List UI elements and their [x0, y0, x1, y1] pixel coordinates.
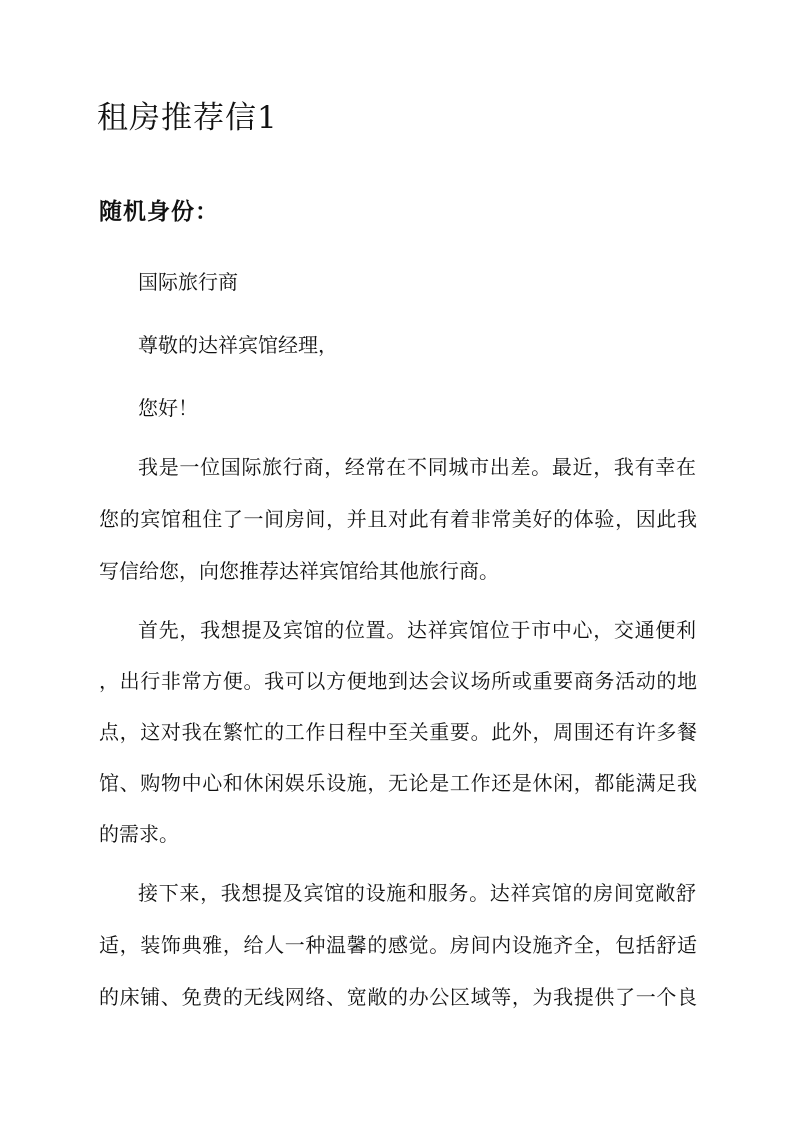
paragraph-2-line-3: 点，这对我在繁忙的工作日程中至关重要。此外，周围还有许多餐	[99, 720, 697, 744]
salutation-line: 尊敬的达祥宾馆经理，	[138, 333, 338, 357]
paragraph-1-line-3: 写信给您，向您推荐达祥宾馆给其他旅行商。	[99, 559, 499, 583]
paragraph-1-line-1: 我是一位国际旅行商，经常在不同城市出差。最近，我有幸在	[138, 455, 696, 479]
paragraph-2-line-5: 的需求。	[99, 822, 179, 846]
section-heading: 随机身份：	[99, 198, 219, 225]
paragraph-2-line-4: 馆、购物中心和休闲娱乐设施，无论是工作还是休闲，都能满足我	[99, 771, 697, 795]
paragraph-2-line-1: 首先，我想提及宾馆的位置。达祥宾馆位于市中心，交通便利	[138, 618, 696, 642]
paragraph-3-line-2: 适，装饰典雅，给人一种温馨的感觉。房间内设施齐全，包括舒适	[99, 933, 697, 957]
greeting-line: 您好！	[138, 396, 198, 420]
paragraph-3-line-1: 接下来，我想提及宾馆的设施和服务。达祥宾馆的房间宽敞舒	[138, 881, 696, 905]
paragraph-3-line-3: 的床铺、免费的无线网络、宽敞的办公区域等，为我提供了一个良	[99, 985, 697, 1009]
paragraph-1-line-2: 您的宾馆租住了一间房间，并且对此有着非常美好的体验，因此我	[99, 507, 697, 531]
identity-line: 国际旅行商	[138, 270, 238, 294]
paragraph-2-line-2: ，出行非常方便。我可以方便地到达会议场所或重要商务活动的地	[99, 669, 697, 693]
page-title: 租房推荐信1	[97, 100, 278, 136]
